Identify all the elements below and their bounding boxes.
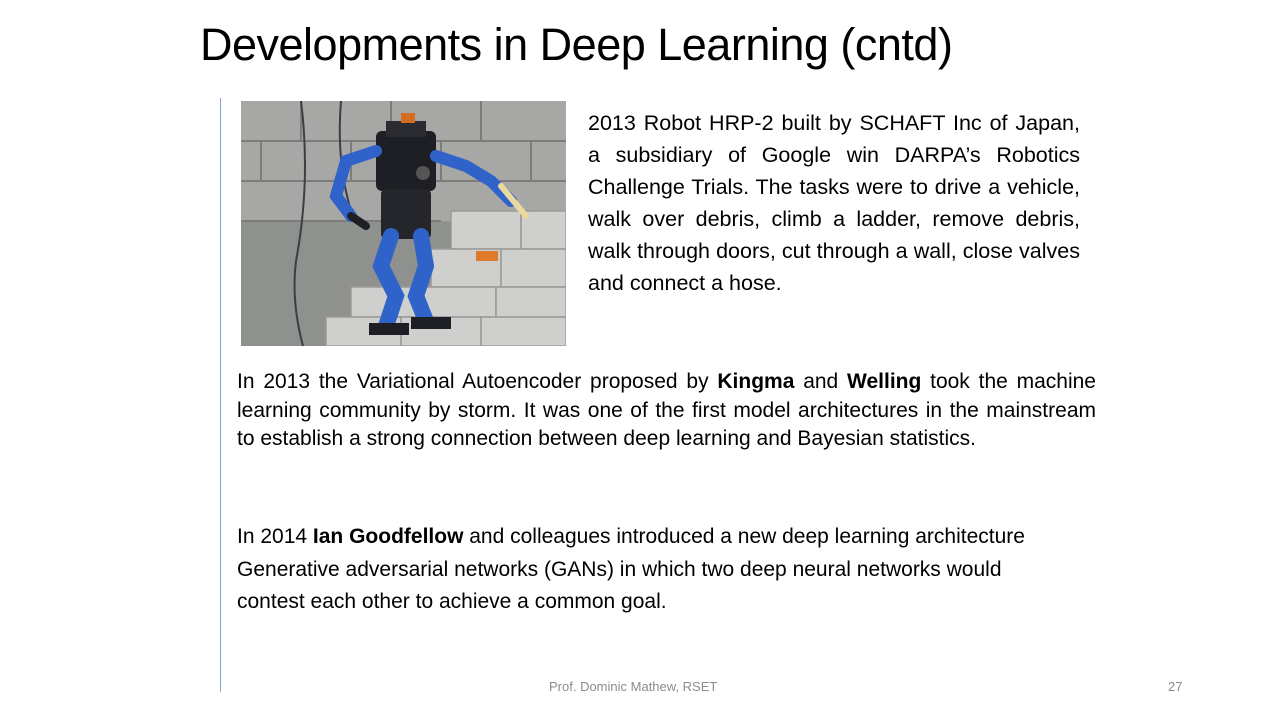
author-kingma: Kingma xyxy=(717,370,795,393)
author-welling: Welling xyxy=(847,370,922,393)
paragraph-vae-text-1: In 2013 the Variational Autoencoder proposed by xyxy=(237,370,718,393)
robot-photo xyxy=(241,101,566,346)
divider-line xyxy=(220,98,221,692)
paragraph-vae xyxy=(237,368,1096,454)
paragraph-vae-text-3: took the machine learning community by storm. It was one of the first model architectures in the mainstream to establish a strong connection between deep learning and Bayesian statistics. xyxy=(237,370,1096,450)
robot-icon xyxy=(241,101,566,346)
paragraph-vae-text-2: and xyxy=(794,370,848,393)
slide-title: Developments in Deep Learning (cntd) xyxy=(200,19,953,70)
footer-author: Prof. Dominic Mathew, RSET xyxy=(549,679,718,694)
author-goodfellow: Ian Goodfellow xyxy=(312,525,464,548)
paragraph-gan xyxy=(237,521,1037,619)
paragraph-gan-text-2: and colleagues introduced a new deep learning architecture Generative adversarial networks (GANs) in which two deep neural networks would contest each other to achieve a common goal. xyxy=(237,525,1025,613)
paragraph-gan-text-1: In 2014 xyxy=(237,525,313,548)
paragraph-robot: 2013 Robot HRP-2 built by SCHAFT Inc of Japan, a subsidiary of Google win DARPA’s Robotics Challenge Trials. The tasks were to drive a vehicle, walk over debris, climb a ladder, remove debris, walk through doors, cut through a wall, close valves and connect a hose. xyxy=(588,111,1080,295)
page-number: 27 xyxy=(1168,679,1183,694)
